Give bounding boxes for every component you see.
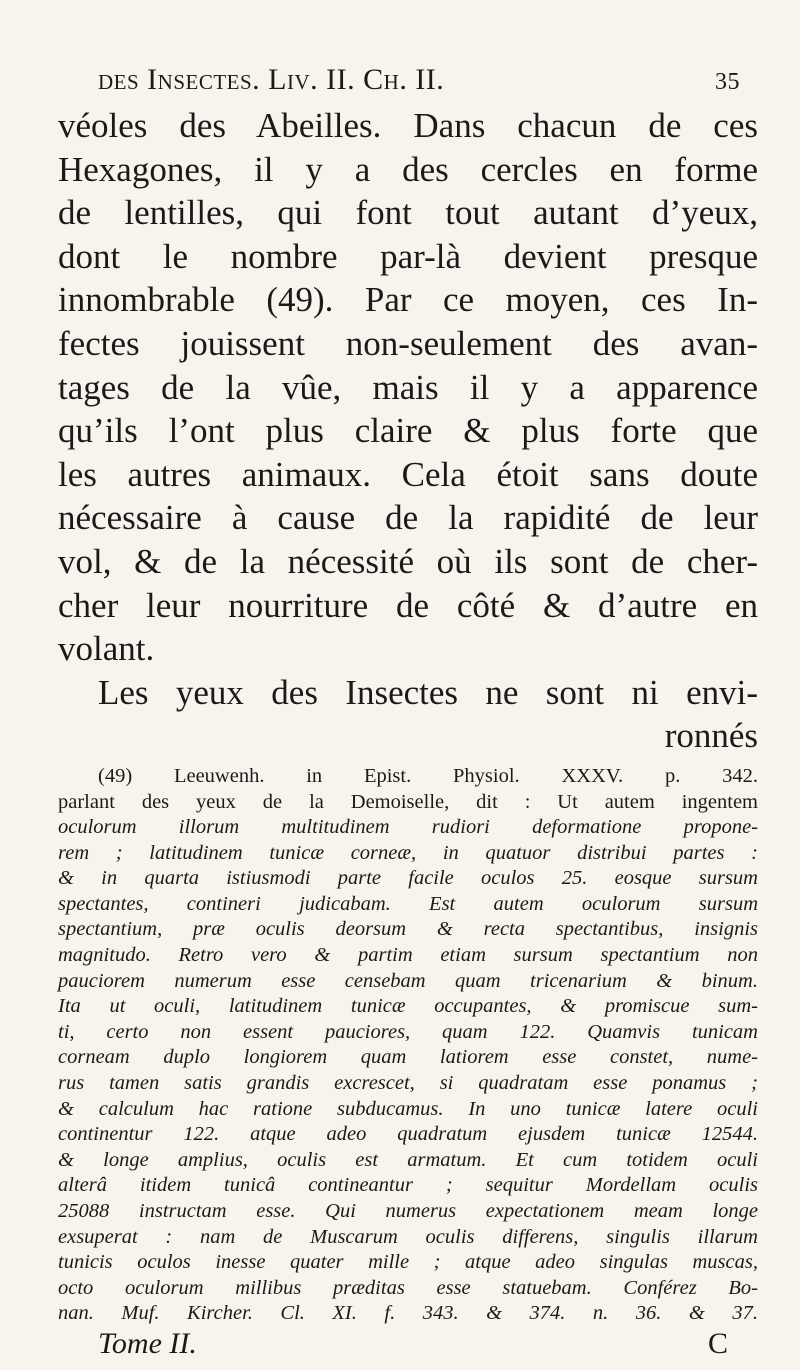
text-line: tages de la vûe, mais il y a apparence	[58, 367, 758, 407]
footnote-line: continentur 122. atque adeo quadratum ejusdem tunicæ 12544.	[58, 1123, 758, 1146]
footnote-line: 25088 instructam esse. Qui numerus expectationem meam longe	[58, 1200, 758, 1222]
footnote-line: nan. Muf. Kircher. Cl. XI. f. 343. & 374. n. 36. & 37.	[58, 1302, 758, 1325]
footnote-line: pauciorem numerum esse censebam quam tricenarium & binum.	[58, 969, 758, 992]
footnote-line: & in quarta istiusmodi parte facile oculos 25. eosque sursum	[58, 867, 758, 890]
footnote-line: magnitudo. Retro vero & partim etiam sursum spectantium non	[58, 944, 758, 967]
text-line: nécessaire à cause de la rapidité de leur	[58, 498, 758, 538]
footnote-line: octo oculorum millibus præditas esse statuebam. Conférez Bo-	[58, 1276, 758, 1299]
footnote-line: rem ; latitudinem tunicæ corneæ, in quatuor distribui partes :	[58, 841, 758, 864]
text-line: qu’ils l’ont plus claire & plus forte que	[58, 411, 758, 451]
footnote-line: ti, certo non essent pauciores, quam 122. Quamvis tunicam	[58, 1020, 758, 1043]
text-line: fectes jouissent non-seulement des avan-	[58, 323, 758, 363]
catchword: ronnés	[664, 716, 758, 756]
footnote-line: (49) Leeuwenh. in Epist. Physiol. XXXV. p. 342.	[98, 764, 758, 787]
text-line: de lentilles, qui font tout autant d’yeux,	[58, 193, 758, 233]
running-header	[58, 60, 758, 102]
footnote-line: parlant des yeux de la Demoiselle, dit : Ut autem ingentem	[58, 790, 758, 813]
volume-label: Tome II.	[98, 1326, 197, 1360]
footnote-line: spectantes, contineri judicabam. Est autem oculorum sursum	[58, 892, 758, 915]
text-line: innombrable (49). Par ce moyen, ces In-	[58, 280, 758, 320]
footnote-line: Ita ut oculi, latitudinem tunicæ occupantes, & promiscue sum-	[58, 995, 758, 1018]
text-line: volant.	[58, 629, 155, 669]
page-footer	[58, 1327, 758, 1361]
text-line: cher leur nourriture de côté & d’autre en	[58, 585, 758, 625]
footnote-line: spectantium, præ oculis deorsum & recta spectantibus, insignis	[58, 918, 758, 941]
book-page	[58, 60, 758, 1361]
main-text	[58, 104, 758, 758]
text-line: Les yeux des Insectes ne sont ni envi-	[98, 672, 758, 712]
text-line: les autres animaux. Cela étoit sans doute	[58, 454, 758, 494]
footnote-line: & calculum hac ratione subducamus. In uno tunicæ latere oculi	[58, 1097, 758, 1120]
footnote-line: rus tamen satis grandis excrescet, si quadratam esse ponamus ;	[58, 1072, 758, 1095]
text-line: dont le nombre par-là devient presque	[58, 236, 758, 276]
page-number: 35	[715, 69, 740, 95]
footnote-line: tunicis oculos inesse quater mille ; atque adeo singulas muscas,	[58, 1251, 758, 1274]
text-line: vol, & de la nécessité où ils sont de cher-	[58, 541, 758, 581]
running-head-title: des Insectes. Liv. II. Ch. II.	[98, 63, 445, 96]
footnote-line: & longe amplius, oculis est armatum. Et cum totidem oculi	[58, 1148, 758, 1171]
footnote-line: exsuperat : nam de Muscarum oculis differens, singulis illarum	[58, 1225, 758, 1248]
footnote-line: corneam duplo longiorem quam latiorem esse constet, nume-	[58, 1046, 758, 1069]
text-line: Hexagones, il y a des cercles en forme	[58, 149, 758, 189]
signature-mark: C	[707, 1326, 728, 1360]
footnote-line: oculorum illorum multitudinem rudiori deformatione propone-	[58, 816, 758, 839]
text-line: véoles des Abeilles. Dans chacun de ces	[58, 106, 758, 145]
footnote-line: alterâ itidem tunicâ contineantur ; sequitur Mordellam oculis	[58, 1174, 758, 1197]
footnote	[58, 764, 758, 1327]
